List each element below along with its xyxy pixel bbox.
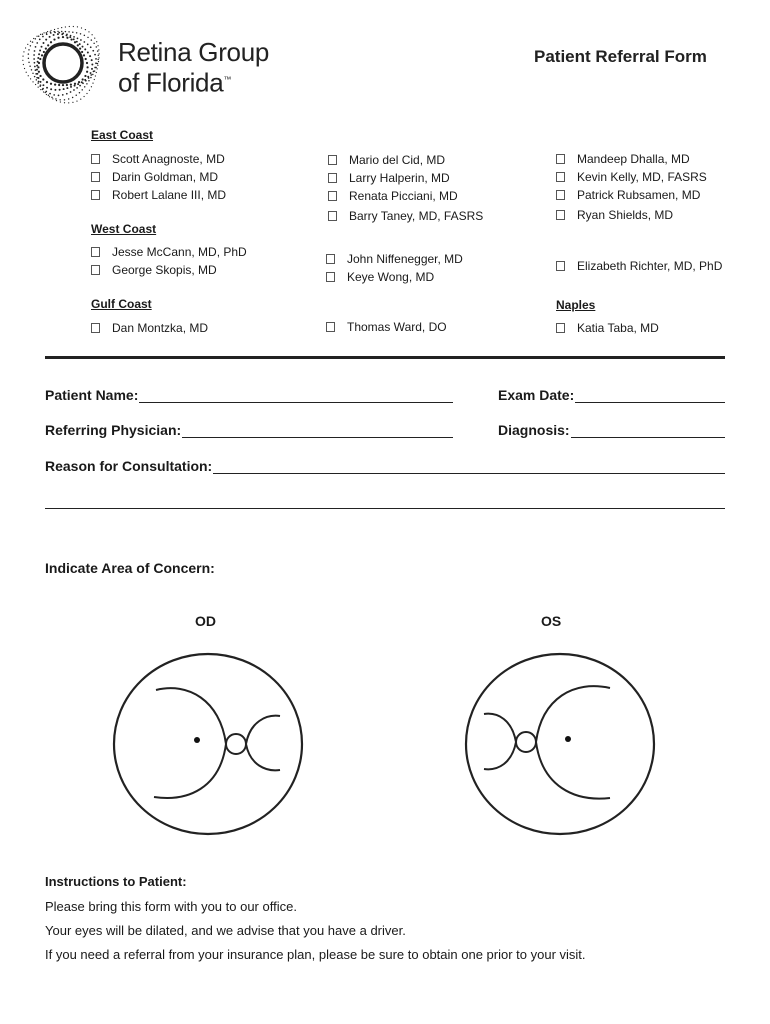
diagnosis-line[interactable] bbox=[571, 423, 725, 438]
doctor-checkbox[interactable]: Jesse McCann, MD, PhD bbox=[91, 243, 247, 261]
checkbox-icon[interactable] bbox=[326, 254, 335, 264]
instructions-list bbox=[45, 895, 586, 967]
doctor-checkbox[interactable]: Elizabeth Richter, MD, PhD bbox=[556, 257, 722, 275]
os-eye-diagram[interactable] bbox=[460, 650, 660, 840]
doctor-checkbox[interactable]: Scott Anagnoste, MD bbox=[91, 150, 226, 168]
doctor-checkbox[interactable]: George Skopis, MD bbox=[91, 261, 247, 279]
doctor-checkbox[interactable]: Thomas Ward, DO bbox=[326, 318, 447, 336]
exam-date-field[interactable]: Exam Date: bbox=[498, 387, 725, 403]
doctor-checkbox[interactable]: Robert Lalane III, MD bbox=[91, 186, 226, 204]
instructions-heading: Instructions to Patient: bbox=[45, 874, 187, 889]
os-nasal-lower bbox=[484, 742, 516, 769]
region-west-coast: West Coast bbox=[91, 222, 157, 236]
exam-date-line[interactable] bbox=[575, 388, 725, 403]
trademark: ™ bbox=[223, 75, 232, 84]
checkbox-icon[interactable] bbox=[328, 155, 337, 165]
od-upper-arcade bbox=[156, 688, 226, 744]
instruction-line: If you need a referral from your insurance plan, please be sure to obtain one prior to your visit. bbox=[45, 947, 586, 962]
checkbox-icon[interactable] bbox=[326, 322, 335, 332]
doctor-checkbox[interactable]: Dan Montzka, MD bbox=[91, 319, 208, 337]
od-fovea bbox=[194, 737, 200, 743]
section-divider bbox=[45, 356, 725, 359]
west-col3-list bbox=[556, 257, 722, 275]
instruction-line: Your eyes will be dilated, and we advise that you have a driver. bbox=[45, 923, 406, 938]
doctor-checkbox[interactable]: John Niffenegger, MD bbox=[326, 250, 463, 268]
checkbox-icon[interactable] bbox=[328, 191, 337, 201]
doctor-checkbox[interactable]: Mandeep Dhalla, MD bbox=[556, 150, 707, 168]
checkbox-icon[interactable] bbox=[556, 261, 565, 271]
os-optic-disc bbox=[516, 732, 536, 752]
checkbox-icon[interactable] bbox=[328, 173, 337, 183]
os-upper-arcade bbox=[536, 686, 610, 742]
region-naples: Naples bbox=[556, 298, 596, 312]
checkbox-icon[interactable] bbox=[326, 272, 335, 282]
od-eye-outline bbox=[114, 654, 302, 834]
os-fovea bbox=[565, 736, 571, 742]
patient-name-line[interactable] bbox=[139, 388, 453, 403]
gulf-col1-list bbox=[91, 319, 208, 337]
od-nasal-upper bbox=[246, 716, 280, 744]
doctor-checkbox[interactable]: Kevin Kelly, MD, FASRS bbox=[556, 168, 707, 186]
doctor-checkbox[interactable]: Darin Goldman, MD bbox=[91, 168, 226, 186]
instruction-line: Please bring this form with you to our office. bbox=[45, 899, 297, 914]
od-nasal-lower bbox=[246, 744, 280, 770]
checkbox-icon[interactable] bbox=[556, 154, 565, 164]
checkbox-icon[interactable] bbox=[91, 323, 100, 333]
ring-logo-icon bbox=[22, 22, 104, 104]
region-east-coast: East Coast bbox=[91, 128, 154, 142]
region-gulf-coast: Gulf Coast bbox=[91, 297, 152, 311]
east-col3-list bbox=[556, 150, 707, 224]
checkbox-icon[interactable] bbox=[91, 154, 100, 164]
reason-extra-line[interactable] bbox=[45, 508, 725, 509]
checkbox-icon[interactable] bbox=[556, 190, 565, 200]
os-lower-arcade bbox=[536, 742, 610, 799]
checkbox-icon[interactable] bbox=[91, 172, 100, 182]
os-label: OS bbox=[541, 613, 562, 629]
od-eye-diagram[interactable] bbox=[108, 650, 308, 840]
checkbox-icon[interactable] bbox=[91, 247, 100, 257]
reason-line[interactable] bbox=[213, 459, 725, 474]
checkbox-icon[interactable] bbox=[556, 323, 565, 333]
diagnosis-field[interactable]: Diagnosis: bbox=[498, 422, 725, 438]
doctor-checkbox[interactable]: Mario del Cid, MD bbox=[328, 151, 483, 169]
checkbox-icon[interactable] bbox=[556, 210, 565, 220]
logo-text-line2: of Florida™ bbox=[118, 67, 232, 98]
os-nasal-upper bbox=[484, 714, 516, 742]
doctor-checkbox[interactable]: Ryan Shields, MD bbox=[556, 206, 707, 224]
doctor-checkbox[interactable]: Barry Taney, MD, FASRS bbox=[328, 207, 483, 225]
reason-field[interactable]: Reason for Consultation: bbox=[45, 458, 725, 474]
doctor-checkbox[interactable]: Katia Taba, MD bbox=[556, 319, 659, 337]
referring-physician-line[interactable] bbox=[182, 423, 453, 438]
doctor-checkbox[interactable]: Larry Halperin, MD bbox=[328, 169, 483, 187]
checkbox-icon[interactable] bbox=[328, 211, 337, 221]
area-of-concern-label: Indicate Area of Concern: bbox=[45, 560, 215, 576]
checkbox-icon[interactable] bbox=[556, 172, 565, 182]
od-label: OD bbox=[195, 613, 216, 629]
doctor-checkbox[interactable]: Patrick Rubsamen, MD bbox=[556, 186, 707, 204]
od-optic-disc bbox=[226, 734, 246, 754]
os-eye-outline bbox=[466, 654, 654, 834]
checkbox-icon[interactable] bbox=[91, 190, 100, 200]
checkbox-icon[interactable] bbox=[91, 265, 100, 275]
referring-physician-field[interactable]: Referring Physician: bbox=[45, 422, 453, 438]
west-col2-list bbox=[326, 250, 463, 286]
east-col1-list bbox=[91, 150, 226, 204]
doctor-checkbox[interactable]: Renata Picciani, MD bbox=[328, 187, 483, 205]
west-col1-list bbox=[91, 243, 247, 279]
od-lower-arcade bbox=[154, 744, 226, 798]
patient-name-field[interactable]: Patient Name: bbox=[45, 387, 453, 403]
form-title: Patient Referral Form bbox=[534, 47, 707, 66]
east-col2-list bbox=[328, 151, 483, 225]
doctor-checkbox[interactable]: Keye Wong, MD bbox=[326, 268, 463, 286]
logo-text-line1: Retina Group bbox=[118, 37, 270, 67]
naples-col3-list bbox=[556, 319, 659, 337]
gulf-col2-list bbox=[326, 318, 447, 336]
